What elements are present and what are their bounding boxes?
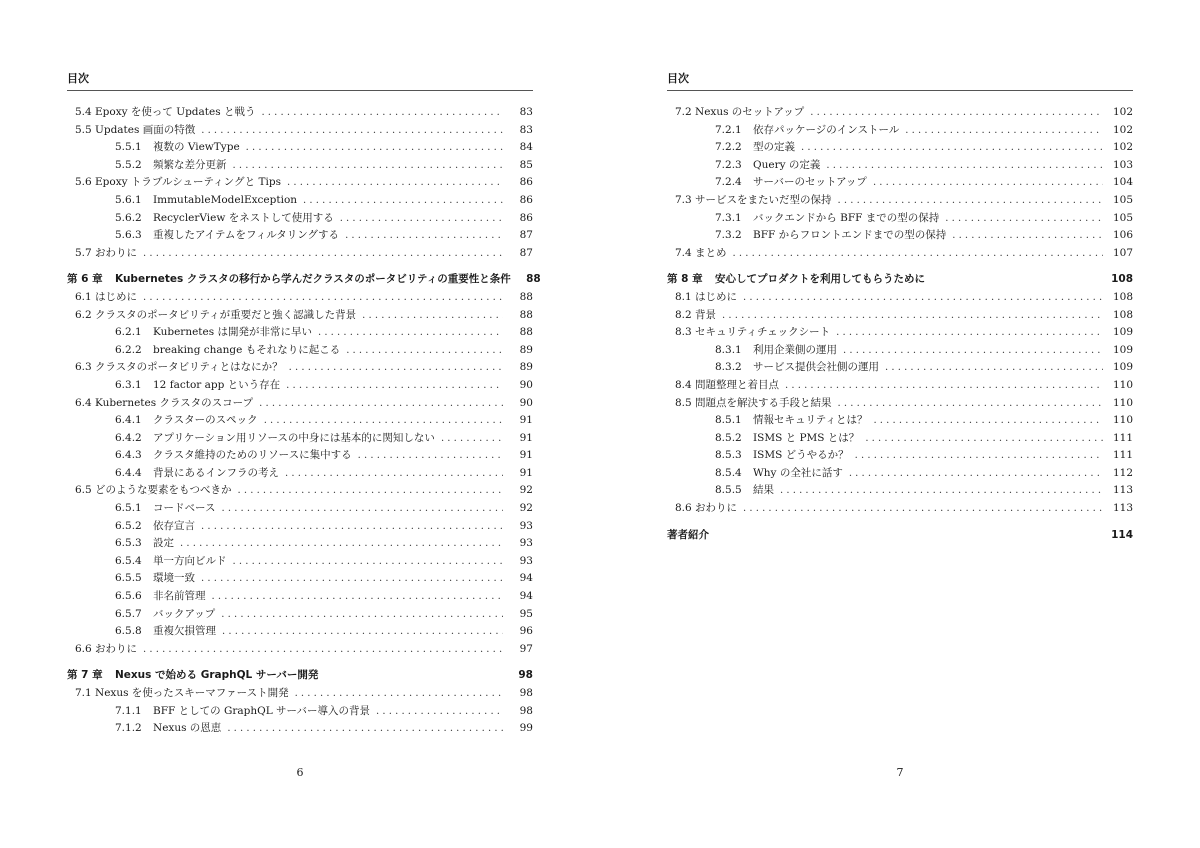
toc-page-number: 108 — [1111, 273, 1133, 286]
toc-title: 頻繁な差分更新 — [153, 158, 227, 171]
toc-subsection[interactable] — [67, 588, 533, 606]
toc-page-number: 89 — [519, 361, 533, 374]
toc-number: 7.1 — [75, 687, 92, 699]
dot-leader — [843, 342, 1103, 360]
toc-title: 複数の ViewType — [153, 141, 240, 154]
toc-number: 6.5 — [75, 484, 92, 497]
toc-title: はじめに — [695, 290, 737, 303]
toc-title: Updates 画面の特徴 — [95, 123, 196, 136]
toc-title: Nexus を使ったスキーマファースト開発 — [95, 687, 289, 699]
toc-subsection[interactable] — [667, 139, 1133, 157]
toc-page-number: 91 — [519, 449, 533, 462]
toc-page-number: 93 — [519, 554, 533, 567]
toc-title: 設定 — [153, 537, 174, 550]
toc-section[interactable] — [67, 359, 533, 377]
toc-page-number: 88 — [519, 326, 533, 339]
toc-subsection[interactable] — [667, 430, 1133, 448]
toc-number: 5.7 — [75, 246, 92, 259]
toc-number: 8.6 — [675, 502, 692, 515]
dot-leader — [945, 210, 1103, 228]
toc-page-number: 92 — [519, 502, 533, 515]
toc-subsection[interactable] — [67, 324, 533, 342]
toc-subsection[interactable] — [67, 430, 533, 448]
toc-number: 7.2 — [675, 106, 692, 118]
dot-leader — [733, 245, 1104, 263]
toc-number: 8.5.2 — [715, 431, 742, 444]
dot-leader — [143, 289, 503, 307]
dot-leader — [340, 210, 503, 228]
toc-number: 8.5.1 — [715, 414, 742, 427]
toc-section[interactable] — [67, 482, 533, 500]
dot-leader — [743, 500, 1103, 518]
toc-section[interactable] — [67, 174, 533, 192]
toc-number: 6.5.3 — [115, 537, 142, 550]
toc-number: 8.1 — [675, 290, 692, 303]
table-of-contents — [67, 104, 541, 738]
toc-section[interactable] — [67, 104, 533, 122]
toc-number: 6.5.6 — [115, 590, 142, 603]
toc-number: 6.1 — [75, 290, 92, 303]
toc-page-number: 88 — [519, 290, 533, 303]
toc-title: コードベース — [153, 502, 216, 515]
dot-leader — [246, 139, 503, 157]
toc-page-number: 114 — [1111, 528, 1133, 541]
toc-number: 6.2.1 — [115, 326, 142, 339]
toc-number: 5.5.1 — [115, 141, 142, 154]
toc-number: 7.3.2 — [715, 229, 742, 242]
toc-title: Nexus の恩恵 — [153, 722, 222, 735]
toc-number: 7.2.2 — [715, 141, 742, 154]
toc-subsection[interactable] — [67, 606, 533, 624]
toc-number: 8.5.4 — [715, 466, 742, 479]
toc-number: 8.5 — [675, 396, 692, 409]
toc-subsection[interactable] — [667, 174, 1133, 192]
table-of-contents — [667, 104, 1133, 544]
toc-page-number: 98 — [519, 687, 533, 699]
toc-page-number: 90 — [519, 378, 533, 391]
toc-page-number: 108 — [1112, 308, 1133, 321]
toc-section[interactable] — [667, 377, 1133, 395]
toc-number: 8.3.1 — [715, 343, 742, 356]
toc-title: 重複欠損管理 — [153, 625, 216, 638]
toc-page-number: 102 — [1112, 106, 1133, 118]
right-page — [600, 0, 1200, 848]
toc-section[interactable] — [67, 641, 533, 659]
toc-title: サーバーのセットアップ — [753, 176, 867, 189]
toc-number: 6.4.1 — [115, 414, 142, 427]
toc-subsection[interactable] — [67, 412, 533, 430]
toc-subsection[interactable] — [67, 192, 533, 210]
dot-leader — [221, 606, 503, 624]
toc-title: 非名前管理 — [153, 590, 206, 603]
toc-number: 6.6 — [75, 642, 92, 655]
dot-leader — [952, 227, 1103, 245]
toc-title: RecyclerView をネストして使用する — [153, 211, 334, 224]
toc-number: 7.2.4 — [715, 176, 742, 189]
toc-title: Epoxy トラブルシューティングと Tips — [95, 176, 281, 189]
toc-section[interactable] — [67, 307, 533, 325]
toc-number: 第 6 章 — [67, 273, 103, 286]
toc-subsection[interactable] — [67, 518, 533, 536]
toc-subsection[interactable] — [67, 535, 533, 553]
dot-leader — [201, 570, 503, 588]
toc-number: 6.3 — [75, 361, 92, 374]
toc-title: はじめに — [95, 290, 137, 303]
toc-number: 6.4.3 — [115, 449, 142, 462]
toc-subsection[interactable] — [67, 210, 533, 228]
toc-title: 著者紹介 — [667, 528, 709, 541]
toc-page-number: 85 — [519, 158, 533, 171]
dot-leader — [810, 104, 1103, 122]
toc-title: Kubernetes クラスタの移行から学んだクラスタのポータビリティの重要性と条件 — [115, 273, 511, 286]
dot-leader — [873, 174, 1103, 192]
dot-leader — [222, 623, 503, 641]
toc-section[interactable] — [667, 192, 1133, 210]
toc-page-number: 102 — [1112, 141, 1133, 154]
toc-title: クラスターのスペック — [153, 414, 258, 427]
toc-section[interactable] — [67, 395, 533, 413]
toc-number: 第 8 章 — [667, 273, 703, 286]
toc-subsection[interactable] — [67, 720, 533, 738]
toc-number: 5.6.3 — [115, 229, 142, 242]
toc-subsection[interactable] — [67, 570, 533, 588]
toc-title: クラスタのポータビリティとはなにか？ — [95, 361, 283, 374]
dot-leader — [838, 192, 1104, 210]
toc-subsection[interactable] — [667, 122, 1133, 140]
dot-leader — [362, 307, 503, 325]
toc-title: バックアップ — [153, 607, 216, 620]
dot-leader — [143, 641, 503, 659]
toc-chapter[interactable] — [67, 271, 541, 289]
toc-title: バックエンドから BFF までの型の保持 — [753, 211, 940, 224]
toc-page-number: 91 — [519, 466, 533, 479]
dot-leader — [346, 342, 503, 360]
toc-number: 8.3 — [675, 326, 692, 339]
toc-subsection[interactable] — [67, 157, 533, 175]
toc-chapter[interactable] — [667, 527, 1133, 545]
toc-number: 5.6.1 — [115, 193, 142, 206]
toc-page-number: 88 — [519, 308, 533, 321]
toc-number: 5.5 — [75, 123, 92, 136]
toc-number: 6.5.7 — [115, 607, 142, 620]
toc-page-number: 111 — [1112, 449, 1133, 462]
toc-section[interactable] — [67, 245, 533, 263]
toc-subsection[interactable] — [667, 359, 1133, 377]
toc-number: 5.6.2 — [115, 211, 142, 224]
toc-number: 6.3.1 — [115, 378, 142, 391]
toc-section[interactable] — [667, 289, 1133, 307]
toc-subsection[interactable] — [667, 342, 1133, 360]
dot-leader — [836, 324, 1103, 342]
toc-title: 依存パッケージのインストール — [753, 123, 900, 136]
toc-subsection[interactable] — [67, 703, 533, 721]
toc-title: どのような要素をもつべきか — [95, 484, 232, 497]
toc-number: 6.2.2 — [115, 343, 142, 356]
dot-leader — [855, 447, 1103, 465]
toc-subsection[interactable] — [67, 553, 533, 571]
toc-title: おわりに — [695, 502, 737, 515]
toc-section[interactable] — [667, 307, 1133, 325]
toc-page-number: 105 — [1112, 211, 1133, 224]
toc-number: 8.5.5 — [715, 484, 742, 497]
toc-title: 情報セキュリティとは？ — [753, 414, 868, 427]
toc-number: 6.5.2 — [115, 519, 142, 532]
dot-leader — [905, 122, 1103, 140]
toc-page-number: 87 — [519, 246, 533, 259]
dot-leader — [885, 359, 1103, 377]
toc-page-number: 98 — [519, 704, 533, 717]
toc-page-number: 97 — [519, 642, 533, 655]
toc-title: 依存宣言 — [153, 519, 195, 532]
dot-leader — [227, 720, 503, 738]
toc-subsection[interactable] — [667, 447, 1133, 465]
toc-subsection[interactable] — [67, 139, 533, 157]
toc-page-number: 95 — [519, 607, 533, 620]
dot-leader — [826, 157, 1103, 175]
toc-number: 5.6 — [75, 176, 92, 189]
toc-number: 7.4 — [675, 246, 692, 259]
toc-title: breaking change もそれなりに起こる — [153, 343, 341, 356]
toc-page-number: 91 — [519, 431, 533, 444]
toc-page-number: 105 — [1112, 193, 1133, 206]
toc-title: サービス提供会社側の運用 — [753, 361, 879, 374]
toc-page-number: 86 — [519, 211, 533, 224]
toc-number: 7.3.1 — [715, 211, 742, 224]
toc-number: 6.5.4 — [115, 554, 142, 567]
toc-title: BFF からフロントエンドまでの型の保持 — [753, 229, 947, 242]
toc-title: Why の全社に話す — [753, 466, 843, 479]
toc-title: クラスタのポータビリティが重要だと強く認識した背景 — [95, 308, 357, 321]
toc-section[interactable] — [667, 245, 1133, 263]
toc-number: 6.5.8 — [115, 625, 142, 638]
toc-page-number: 109 — [1112, 361, 1133, 374]
toc-number: 7.1.2 — [115, 722, 142, 735]
toc-title: クラスタ維持のためのリソースに集中する — [153, 449, 352, 462]
dot-leader — [201, 122, 503, 140]
toc-page-number: 93 — [519, 519, 533, 532]
toc-subsection[interactable] — [67, 342, 533, 360]
toc-title: Nexus で始める GraphQL サーバー開発 — [115, 669, 319, 682]
toc-number: 6.4.2 — [115, 431, 142, 444]
toc-title: Kubernetes は開発が非常に早い — [153, 326, 312, 339]
dot-leader — [801, 139, 1103, 157]
toc-number: 6.5.5 — [115, 572, 142, 585]
toc-title: Query の定義 — [753, 158, 821, 171]
toc-subsection[interactable] — [667, 210, 1133, 228]
page-number: 6 — [296, 766, 304, 779]
toc-number: 6.5.1 — [115, 502, 142, 515]
toc-number: 7.3 — [675, 193, 692, 206]
toc-number: 7.2.3 — [715, 158, 742, 171]
toc-page-number: 83 — [519, 106, 533, 118]
dot-leader — [345, 227, 503, 245]
toc-number: 第 7 章 — [67, 669, 103, 682]
toc-page-number: 110 — [1112, 378, 1133, 391]
toc-number: 7.1.1 — [115, 704, 142, 717]
page-header: 目次 — [667, 70, 1133, 91]
toc-page-number: 106 — [1112, 229, 1133, 242]
toc-title: おわりに — [95, 246, 137, 259]
dot-leader — [238, 482, 504, 500]
toc-page-number: 110 — [1112, 396, 1133, 409]
dot-leader — [873, 412, 1103, 430]
toc-page-number: 94 — [519, 572, 533, 585]
toc-page-number: 107 — [1112, 246, 1133, 259]
dot-leader — [285, 465, 503, 483]
toc-page-number: 113 — [1112, 502, 1133, 515]
toc-page-number: 86 — [519, 193, 533, 206]
toc-title: サービスをまたいだ型の保持 — [695, 193, 832, 206]
toc-number: 5.5.2 — [115, 158, 142, 171]
dot-leader — [233, 157, 504, 175]
toc-page-number: 88 — [526, 273, 541, 286]
toc-subsection[interactable] — [67, 377, 533, 395]
toc-section[interactable] — [67, 289, 533, 307]
toc-number: 8.2 — [675, 308, 692, 321]
toc-page-number: 93 — [519, 537, 533, 550]
toc-subsection[interactable] — [667, 157, 1133, 175]
toc-title: 単一方向ビルド — [153, 554, 227, 567]
toc-page-number: 87 — [519, 229, 533, 242]
page-number: 7 — [896, 766, 904, 779]
toc-page-number: 83 — [519, 123, 533, 136]
toc-title: BFF としての GraphQL サーバー導入の背景 — [153, 704, 371, 717]
toc-title: 結果 — [753, 484, 774, 497]
dot-leader — [849, 465, 1103, 483]
toc-chapter[interactable] — [67, 667, 533, 685]
toc-subsection[interactable] — [667, 482, 1133, 500]
toc-number: 8.4 — [675, 378, 692, 391]
toc-page-number: 89 — [519, 343, 533, 356]
toc-title: ImmutableModelException — [153, 193, 298, 206]
dot-leader — [303, 192, 503, 210]
toc-title: 利用企業側の運用 — [753, 343, 837, 356]
toc-section[interactable] — [667, 500, 1133, 518]
toc-section[interactable] — [667, 395, 1133, 413]
dot-leader — [358, 447, 503, 465]
toc-page-number: 90 — [519, 396, 533, 409]
toc-subsection[interactable] — [67, 447, 533, 465]
dot-leader — [287, 174, 503, 192]
toc-page-number: 103 — [1112, 158, 1133, 171]
toc-page-number: 91 — [519, 414, 533, 427]
toc-number: 7.2.1 — [715, 123, 742, 136]
dot-leader — [838, 395, 1104, 413]
toc-page-number: 112 — [1112, 466, 1133, 479]
toc-page-number: 99 — [519, 722, 533, 735]
toc-title: おわりに — [95, 642, 137, 655]
toc-title: Epoxy を使って Updates と戦う — [95, 106, 256, 118]
toc-title: Kubernetes クラスタのスコープ — [95, 396, 254, 409]
toc-section[interactable] — [667, 104, 1133, 122]
dot-leader — [233, 553, 504, 571]
toc-number: 8.5.3 — [715, 449, 742, 462]
dot-leader — [722, 307, 1103, 325]
toc-section[interactable] — [67, 122, 533, 140]
dot-leader — [212, 588, 504, 606]
toc-title: 背景 — [695, 308, 716, 321]
toc-title: まとめ — [695, 246, 727, 259]
dot-leader — [259, 395, 503, 413]
dot-leader — [780, 482, 1103, 500]
toc-page-number: 96 — [519, 625, 533, 638]
toc-title: 12 factor app という存在 — [153, 378, 281, 391]
dot-leader — [785, 377, 1103, 395]
toc-subsection[interactable] — [667, 227, 1133, 245]
dot-leader — [143, 245, 503, 263]
toc-title: Nexus のセットアップ — [695, 106, 805, 118]
toc-title: アプリケーション用リソースの中身には基本的に関知しない — [153, 431, 435, 444]
toc-subsection[interactable] — [67, 623, 533, 641]
toc-page-number: 109 — [1112, 343, 1133, 356]
toc-title: 型の定義 — [753, 141, 795, 154]
toc-title: 背景にあるインフラの考え — [153, 466, 279, 479]
toc-title: 安心してプロダクトを利用してもらうために — [715, 273, 925, 286]
toc-page-number: 102 — [1112, 123, 1133, 136]
toc-section[interactable] — [67, 685, 533, 703]
toc-subsection[interactable] — [67, 500, 533, 518]
toc-number: 6.4 — [75, 396, 92, 409]
dot-leader — [295, 685, 503, 703]
dot-leader — [743, 289, 1103, 307]
page-header: 目次 — [67, 70, 533, 91]
toc-title: 重複したアイテムをフィルタリングする — [153, 229, 340, 242]
dot-leader — [201, 518, 503, 536]
toc-page-number: 111 — [1112, 431, 1133, 444]
toc-subsection[interactable] — [67, 227, 533, 245]
toc-subsection[interactable] — [667, 465, 1133, 483]
dot-leader — [441, 430, 503, 448]
toc-page-number: 110 — [1112, 414, 1133, 427]
toc-number: 8.3.2 — [715, 361, 742, 374]
toc-page-number: 86 — [519, 176, 533, 189]
toc-page-number: 98 — [518, 669, 533, 682]
dot-leader — [865, 430, 1103, 448]
toc-page-number: 109 — [1112, 326, 1133, 339]
toc-page-number: 84 — [519, 141, 533, 154]
toc-page-number: 108 — [1112, 290, 1133, 303]
toc-number: 6.4.4 — [115, 466, 142, 479]
dot-leader — [318, 324, 503, 342]
toc-section[interactable] — [667, 324, 1133, 342]
toc-number: 6.2 — [75, 308, 92, 321]
toc-subsection[interactable] — [667, 412, 1133, 430]
dot-leader — [264, 412, 503, 430]
toc-title: 問題整理と着目点 — [695, 378, 779, 391]
dot-leader — [286, 377, 503, 395]
dot-leader — [180, 535, 503, 553]
toc-number: 5.4 — [75, 106, 92, 118]
toc-subsection[interactable] — [67, 465, 533, 483]
toc-chapter[interactable] — [667, 271, 1133, 289]
toc-title: 問題点を解決する手段と結果 — [695, 396, 832, 409]
toc-title: ISMS と PMS とは？ — [753, 431, 860, 444]
dot-leader — [221, 500, 503, 518]
toc-title: 環境一致 — [153, 572, 195, 585]
toc-title: ISMS どうやるか？ — [753, 449, 849, 462]
toc-page-number: 92 — [519, 484, 533, 497]
dot-leader — [289, 359, 503, 377]
toc-page-number: 104 — [1112, 176, 1133, 189]
toc-title: セキュリティチェックシート — [695, 326, 831, 339]
dot-leader — [261, 104, 503, 122]
toc-page-number: 94 — [519, 590, 533, 603]
dot-leader — [376, 703, 503, 721]
toc-page-number: 113 — [1112, 484, 1133, 497]
